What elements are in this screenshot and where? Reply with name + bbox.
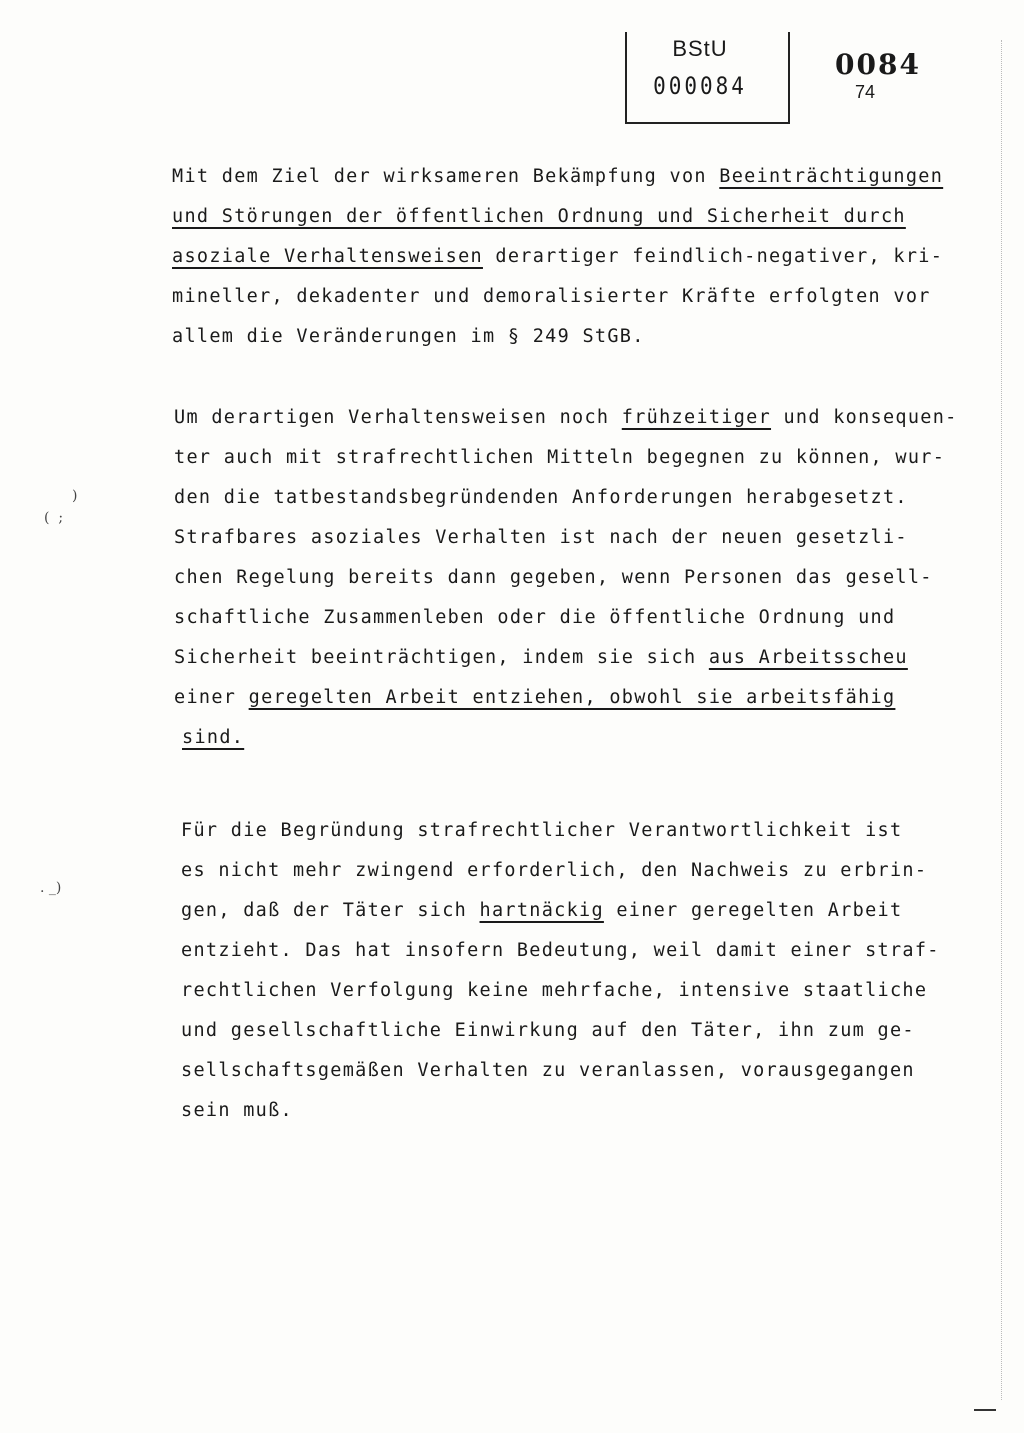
stamped-page-number: 0084 bbox=[835, 48, 921, 81]
text-line: chen Regelung bereits dann gegeben, wenn Personen das gesell- bbox=[174, 567, 933, 588]
underlined-line: sind. bbox=[182, 727, 245, 748]
paragraph-2 bbox=[174, 398, 958, 758]
page-number: 74 bbox=[855, 82, 876, 102]
margin-mark: ( ; bbox=[44, 510, 64, 526]
underlined-phrase: hartnäckig bbox=[479, 900, 604, 921]
text-line: und gesellschaftliche Einwirkung auf den Täter, ihn zum ge- bbox=[181, 1020, 915, 1041]
paragraph-1 bbox=[172, 157, 943, 357]
text-line: Mit dem Ziel der wirksameren Bekämpfung von Beeinträchtigungen bbox=[172, 166, 944, 187]
bottom-edge-mark bbox=[974, 1409, 996, 1411]
text-line: ter auch mit strafrechtlichen Mitteln begegnen zu können, wur- bbox=[174, 447, 946, 468]
text-line: den die tatbestandsbegründenden Anforderungen herabgesetzt. bbox=[174, 487, 908, 508]
text-line: Für die Begründung strafrechtlicher Verantwortlichkeit ist bbox=[181, 820, 903, 841]
underlined-line: und Störungen der öffentlichen Ordnung und Sicherheit durch bbox=[172, 206, 906, 227]
text-line: sellschaftsgemäßen Verhalten zu veranlassen, vorausgegangen bbox=[181, 1060, 915, 1081]
underlined-phrase: geregelten Arbeit entziehen, obwohl sie arbeitsfähig bbox=[248, 687, 896, 708]
text-line: Sicherheit beeinträchtigen, indem sie sich aus Arbeitsscheu bbox=[174, 647, 908, 668]
text-line: allem die Veränderungen im § 249 StGB. bbox=[172, 326, 645, 347]
underlined-phrase: aus Arbeitsscheu bbox=[708, 647, 908, 668]
stamp-label: BStU bbox=[672, 36, 728, 61]
text-line: sein muß. bbox=[181, 1100, 293, 1121]
text-line: rechtlichen Verfolgung keine mehrfache, intensive staatliche bbox=[181, 980, 928, 1001]
text-line: asoziale Verhaltensweisen derartiger feindlich-negativer, kri- bbox=[172, 246, 944, 267]
underlined-phrase: frühzeitiger bbox=[621, 407, 772, 428]
text-line: mineller, dekadenter und demoralisierter Kräfte erfolgten vor bbox=[172, 286, 931, 307]
underlined-phrase: Beeinträchtigungen bbox=[719, 166, 944, 187]
text-line: gen, daß der Täter sich hartnäckig einer geregelten Arbeit bbox=[181, 900, 903, 921]
margin-mark: ) bbox=[72, 488, 78, 504]
stamp-number: 000084 bbox=[653, 72, 747, 100]
paragraph-3 bbox=[181, 811, 940, 1131]
text-line: Strafbares asoziales Verhalten ist nach der neuen gesetzli- bbox=[174, 527, 908, 548]
scan-edge-mark bbox=[999, 40, 1002, 1400]
text-line: es nicht mehr zwingend erforderlich, den Nachweis zu erbrin- bbox=[181, 860, 928, 881]
text-line: schaftliche Zusammenleben oder die öffentliche Ordnung und bbox=[174, 607, 896, 628]
text-line: entzieht. Das hat insofern Bedeutung, weil damit einer straf- bbox=[181, 940, 940, 961]
text-line: Um derartigen Verhaltensweisen noch frühzeitiger und konsequen- bbox=[174, 407, 958, 428]
text-line: einer geregelten Arbeit entziehen, obwohl sie arbeitsfähig bbox=[174, 687, 896, 708]
underlined-phrase: asoziale Verhaltensweisen bbox=[172, 246, 483, 267]
margin-mark: . _) bbox=[40, 880, 62, 896]
